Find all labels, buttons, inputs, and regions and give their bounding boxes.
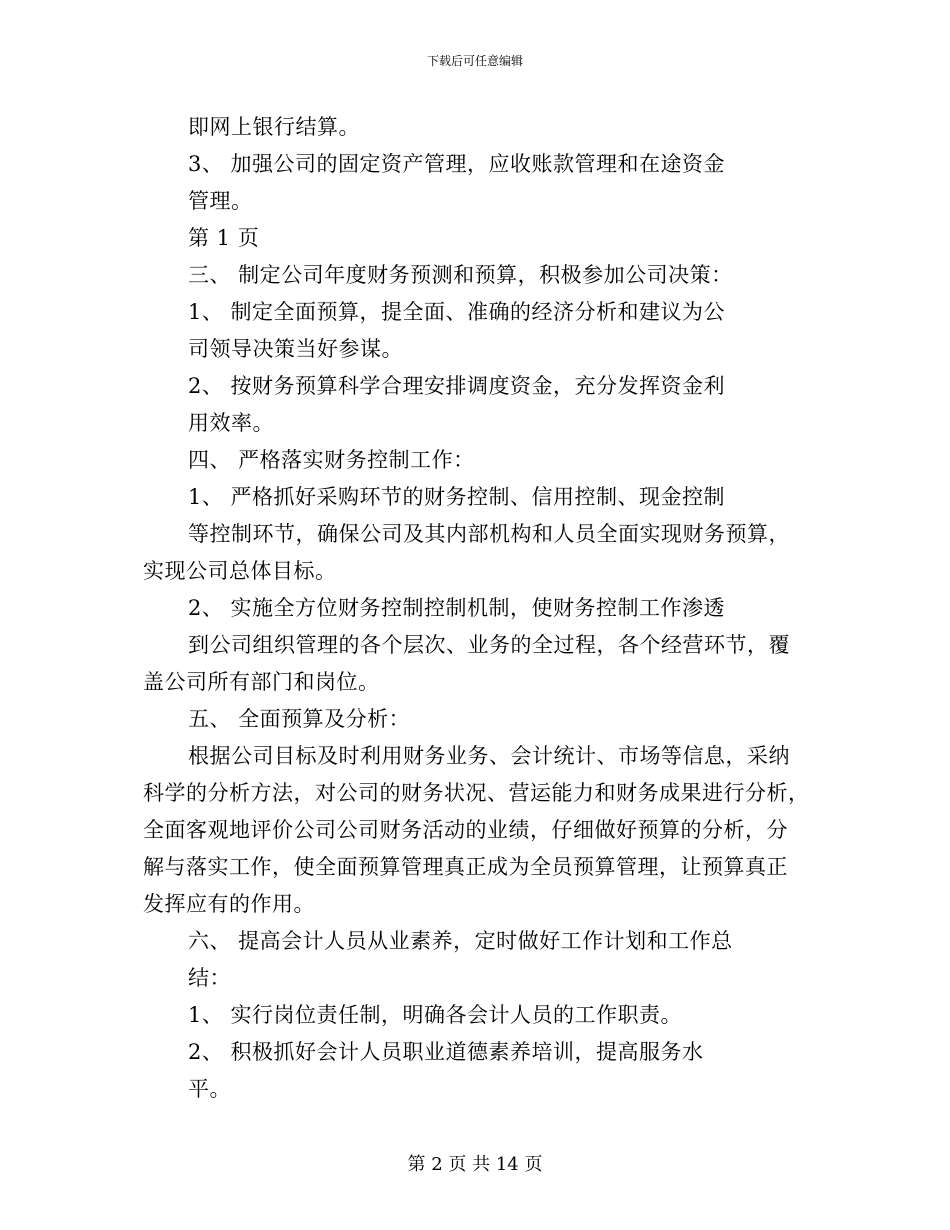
text-line: 2、 按财务预算科学合理安排调度资金，充分发挥资金利 bbox=[188, 374, 726, 398]
section-heading-4: 四、 严格落实财务控制工作： bbox=[188, 448, 475, 472]
text-line: 1、 制定全面预算，提全面、准确的经济分析和建议为公 bbox=[188, 300, 726, 324]
text-line: 盖公司所有部门和岗位。 bbox=[143, 670, 380, 694]
section-heading-5: 五、 全面预算及分析： bbox=[188, 707, 411, 731]
text-line: 到公司组织管理的各个层次、业务的全过程，各个经营环节，覆 bbox=[188, 633, 790, 657]
text-line: 结： bbox=[188, 966, 231, 990]
text-line: 1、 实行岗位责任制，明确各会计人员的工作职责。 bbox=[188, 1003, 683, 1027]
page-number-inline: 第 1 页 bbox=[188, 226, 260, 250]
text-line: 用效率。 bbox=[188, 411, 274, 435]
text-line: 根据公司目标及时利用财务业务、会计统计、市场等信息，采纳 bbox=[188, 744, 790, 768]
text-line: 平。 bbox=[188, 1077, 231, 1101]
text-line: 3、 加强公司的固定资产管理，应收账款管理和在途资金 bbox=[188, 152, 726, 176]
page-header: 下载后可任意编辑 bbox=[426, 54, 523, 68]
text-line: 等控制环节，确保公司及其内部机构和人员全面实现财务预算， bbox=[188, 522, 790, 546]
page-footer: 第 2 页 共 14 页 bbox=[407, 1154, 543, 1175]
text-line: 全面客观地评价公司公司财务活动的业绩，仔细做好预算的分析，分 bbox=[143, 818, 788, 842]
section-heading-6: 六、 提高会计人员从业素养，定时做好工作计划和工作总 bbox=[188, 929, 733, 953]
section-heading-3: 三、 制定公司年度财务预测和预算，积极参加公司决策： bbox=[188, 263, 733, 287]
text-line: 2、 实施全方位财务控制控制机制，使财务控制工作渗透 bbox=[188, 596, 726, 620]
text-line: 管理。 bbox=[188, 189, 253, 213]
text-line: 司领导决策当好参谋。 bbox=[188, 337, 403, 361]
text-line: 解与落实工作，使全面预算管理真正成为全员预算管理，让预算真正 bbox=[143, 855, 788, 879]
text-line: 即网上银行结算。 bbox=[188, 115, 360, 139]
text-line: 1、 严格抓好采购环节的财务控制、信用控制、现金控制 bbox=[188, 485, 726, 509]
text-line: 科学的分析方法，对公司的财务状况、营运能力和财务成果进行分析， bbox=[143, 781, 810, 805]
text-line: 实现公司总体目标。 bbox=[143, 559, 337, 583]
text-line: 2、 积极抓好会计人员职业道德素养培训，提高服务水 bbox=[188, 1040, 704, 1064]
text-line: 发挥应有的作用。 bbox=[143, 892, 315, 916]
